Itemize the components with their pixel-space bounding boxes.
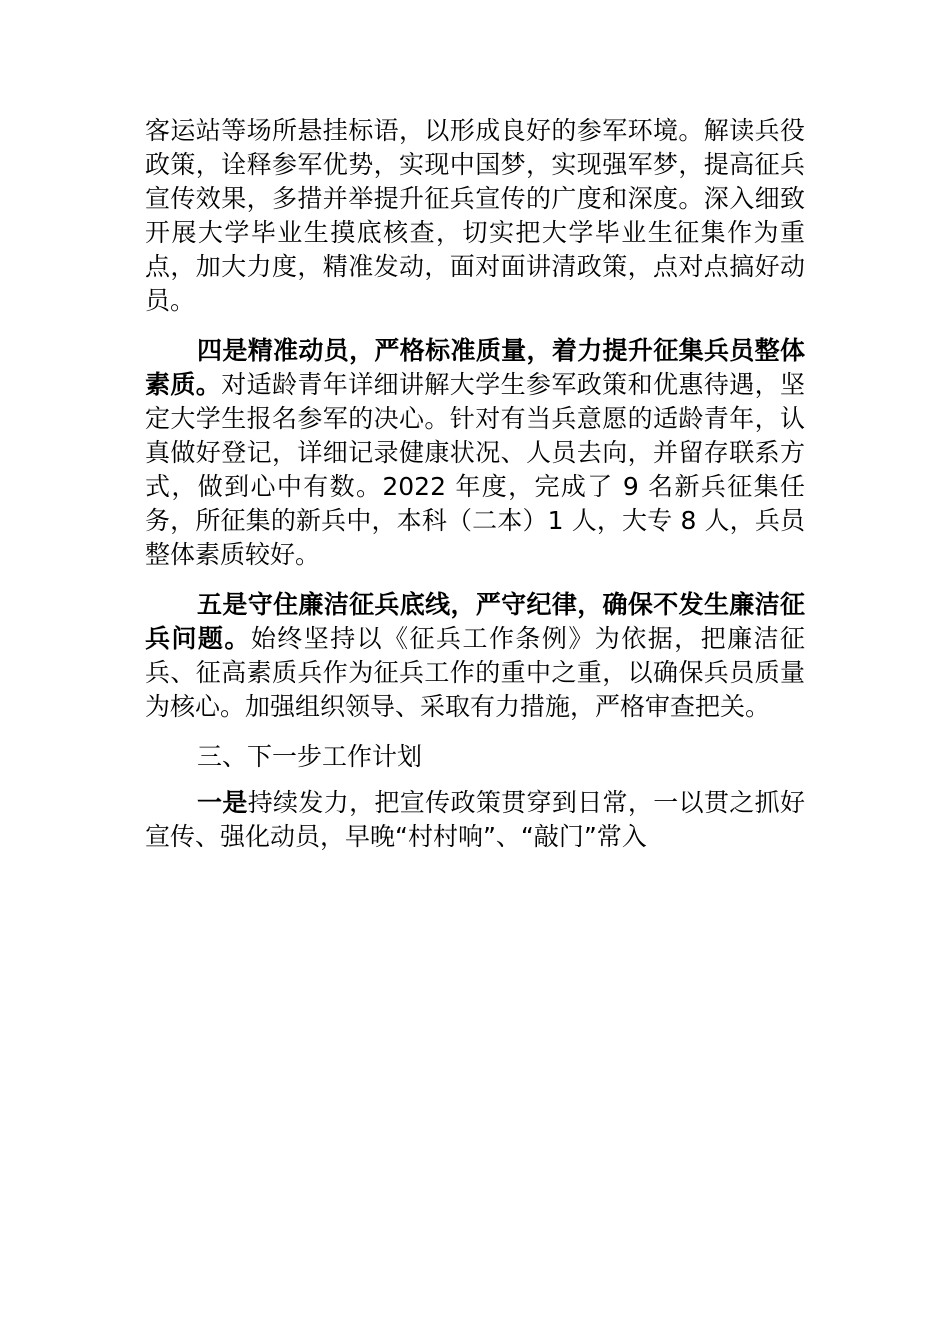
- point-five-text: 始终坚持以《征兵工作条例》为依据，把廉洁征兵、征高素质兵作为征兵工作的重中之重，以确保兵员质量为核心。加强组织领导、采取有力措施，严格审查把关。: [145, 624, 805, 721]
- next-one-heading: 一是: [197, 788, 248, 817]
- next-one-text: 持续发力，把宣传政策贯穿到日常，一以贯之抓好宣传、强化动员，早晚“村村响”、“敲门”常入: [145, 788, 805, 851]
- section-heading-next-steps: 三、下一步工作计划: [197, 742, 423, 771]
- paragraph-point-five: [145, 588, 805, 724]
- paragraph-publicity: [145, 114, 805, 318]
- paragraph-publicity-text: 客运站等场所悬挂标语，以形成良好的参军环境。解读兵役政策，诠释参军优势，实现中国梦，实现强军梦，提高征兵宣传效果，多措并举提升征兵宣传的广度和深度。深入细致开展大学毕业生摸底核查，切实把大学毕业生征集作为重点，加大力度，精准发动，面对面讲清政策，点对点搞好动员。: [145, 116, 805, 315]
- point-five-heading: 五是守住廉洁征兵底线，严守纪律，确保不发生廉洁征兵问题。: [145, 590, 805, 653]
- point-four-heading: 四是精准动员，严格标准质量，着力提升征集兵员整体素质。: [145, 336, 805, 399]
- point-four-text: 对适龄青年详细讲解大学生参军政策和优惠待遇，坚定大学生报名参军的决心。针对有当兵意愿的适龄青年，认真做好登记，详细记录健康状况、人员去向，并留存联系方式，做到心中有数。2022 年度，完成了 9 名新兵征集任务，所征集的新兵中，本科（二本）1 人，大专 8 人，兵员整体素质较好。: [145, 370, 805, 569]
- document-body: [145, 114, 805, 870]
- paragraph-point-four: [145, 334, 805, 572]
- paragraph-next-one: [145, 786, 805, 854]
